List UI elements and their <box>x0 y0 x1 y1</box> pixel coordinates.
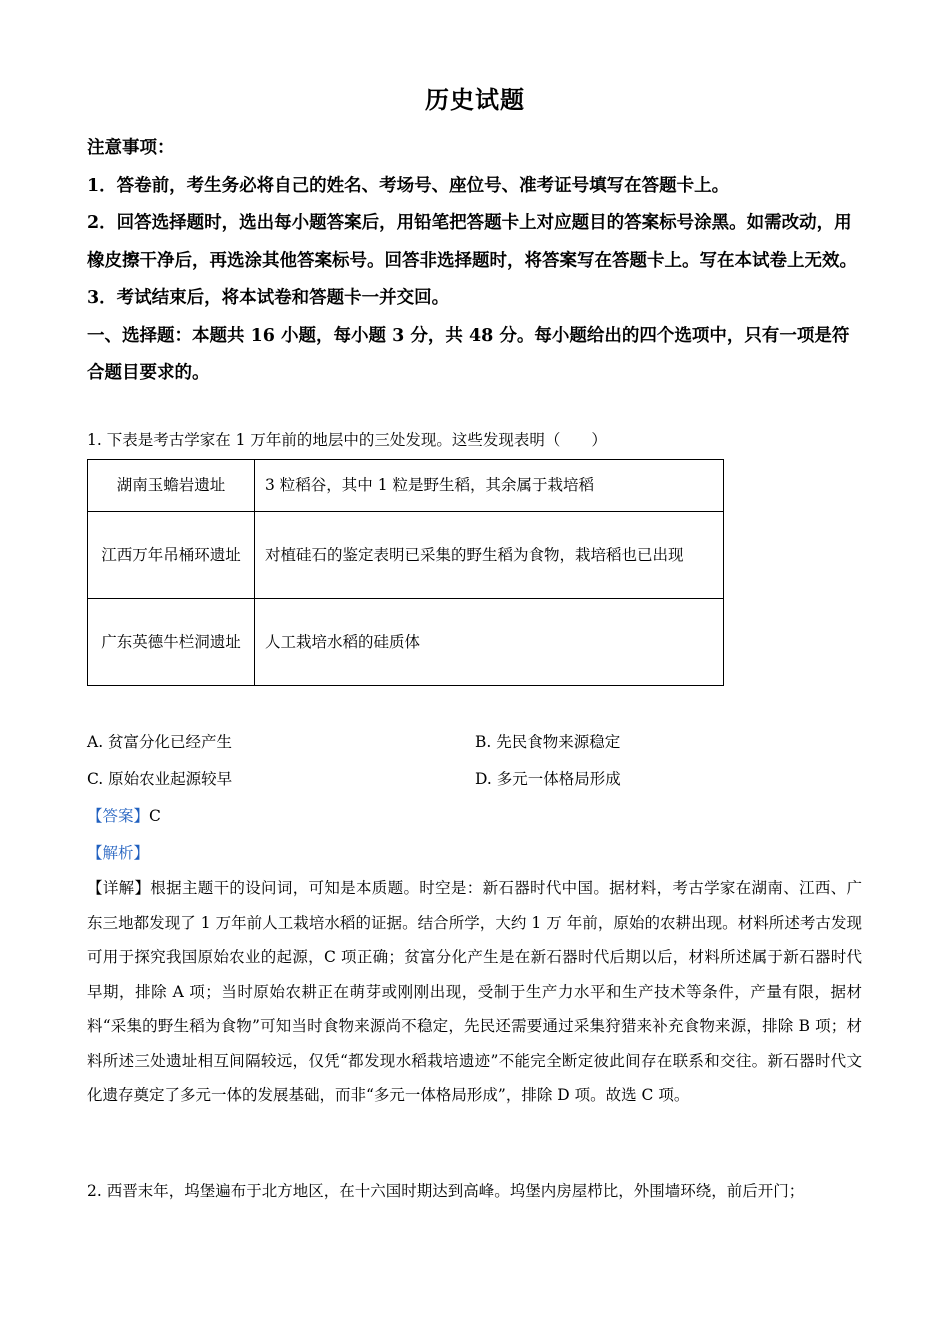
option-a: A. 贫富分化已经产生 <box>87 733 233 751</box>
answer-value: C <box>149 807 161 825</box>
finding-cell: 对植硅石的鉴定表明已采集的野生稻为食物，栽培稻也已出现 <box>255 512 724 599</box>
notice-heading: 注意事项： <box>87 138 175 158</box>
detail-paragraph <box>87 871 862 1113</box>
detail-label: 【详解】 <box>87 879 151 897</box>
notice-item-3: 3．考试结束后，将本试卷和答题卡一并交回。 <box>87 288 450 308</box>
detail-text: 根据主题干的设问词，可知是本质题。时空是：新石器时代中国。据材料，考古学家在湖南、江西、广东三地都发现了 1 万年前人工栽培水稻的证据。结合所学，大约 1 万 年前，原始的农耕出现。材料所述考古发现可用于探究我国原始农业的起源，C 项正确；贫富分化产生是在新石器时代后期以后，材料所述属于新石器时代早期，排除 A 项；当时原始农耕正在萌芽或刚刚出现，受制于生产力水平和生产技术等条件，产量有限，据材料“采集的野生稻为食物”可知当时食物来源尚不稳定，先民还需要通过采集狩猎来补充食物来源，排除 B 项；材料所述三处遗址相互间隔较远，仅凭“都发现水稻栽培遗迹”不能完全断定彼此间存在联系和交往。新石器时代文化遗存奠定了多元一体的发展基础，而非“多元一体格局形成”，排除 D 项。故选 C 项。 <box>87 879 862 1104</box>
option-c: C. 原始农业起源较早 <box>87 770 233 788</box>
question-2-stem: 2. 西晋末年，坞堡遍布于北方地区，在十六国时期达到高峰。坞堡内房屋栉比，外围墙环绕，前后开门； <box>87 1182 805 1200</box>
page-title: 历史试题 <box>425 85 525 114</box>
notice-section <box>87 130 862 393</box>
notice-item-2: 2．回答选择题时，选出每小题答案后，用铅笔把答题卡上对应题目的答案标号涂黑。如需改动，用橡皮擦干净后，再选涂其他答案标号。回答非选择题时，将答案写在答题卡上。写在本试卷上无效。 <box>87 213 857 271</box>
findings-table <box>87 459 724 686</box>
finding-cell: 3 粒稻谷，其中 1 粒是野生稻，其余属于栽培稻 <box>255 460 724 512</box>
analysis-label: 【解析】 <box>87 844 150 862</box>
table-row <box>88 599 724 686</box>
table-row <box>88 512 724 599</box>
table-row <box>88 460 724 512</box>
answer-line <box>87 798 161 834</box>
question-1-stem: 1. 下表是考古学家在 1 万年前的地层中的三处发现。这些发现表明（ ） <box>87 431 607 449</box>
site-cell: 江西万年吊桶环遗址 <box>88 512 255 599</box>
option-b: B. 先民食物来源稳定 <box>475 733 621 751</box>
notice-item-1: 1．答卷前，考生务必将自己的姓名、考场号、座位号、准考证号填写在答题卡上。 <box>87 175 730 196</box>
site-cell: 湖南玉蟾岩遗址 <box>88 460 255 512</box>
site-cell: 广东英德牛栏洞遗址 <box>88 599 255 686</box>
option-d: D. 多元一体格局形成 <box>475 770 621 788</box>
answer-label: 【答案】 <box>87 807 150 825</box>
finding-cell: 人工栽培水稻的硅质体 <box>255 599 724 686</box>
section-heading: 一、选择题：本题共 16 小题，每小题 3 分，共 48 分。每小题给出的四个选项中，只有一项是符合题目要求的。 <box>87 325 850 383</box>
